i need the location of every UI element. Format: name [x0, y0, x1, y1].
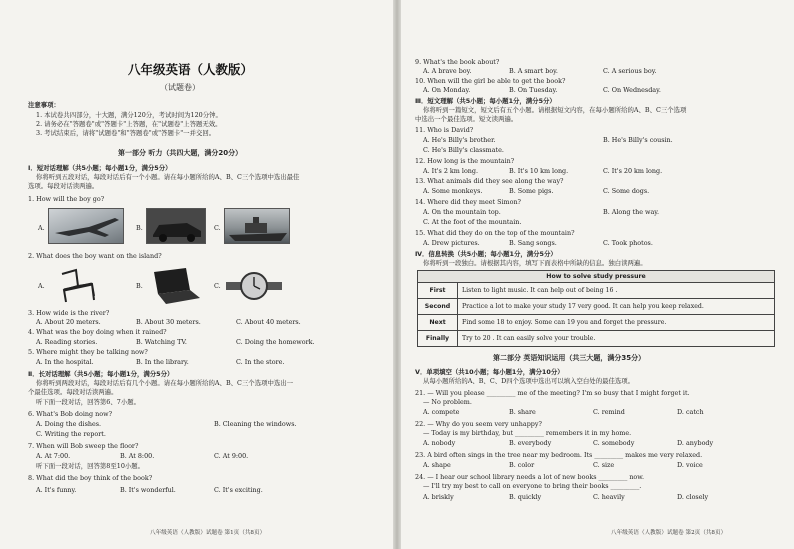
- section-instruction: 从每小题所给的A、B、C、D四个选项中选出可以填入空白处的最佳选项。: [423, 377, 635, 385]
- ship-image: [224, 208, 290, 244]
- option: D. catch: [677, 408, 704, 416]
- notice-line: 3. 考试结束后，请将"试题卷"和"答题卷"或"答题卡"一并交回。: [36, 129, 216, 137]
- question-text: — Today is my birthday, but _________ remembers it in my home.: [423, 429, 632, 437]
- page-footer: 八年级英语（人教版）试题卷 第2页（共8页）: [611, 530, 727, 536]
- table-row: [418, 299, 775, 315]
- option: C. He's Billy's classmate.: [423, 146, 504, 154]
- notice-line: 1. 本试卷共四部分，十大题，满分120分，考试时间为120分钟。: [36, 111, 222, 119]
- exam-page-2: [397, 0, 794, 549]
- exam-title: 八年级英语（人教版）: [128, 62, 254, 77]
- question-text: 8. What did the boy think of the book?: [28, 474, 153, 482]
- option: A. nobody: [423, 439, 456, 447]
- option: B. Watching TV.: [136, 338, 187, 346]
- option: C. heavily: [593, 493, 625, 501]
- page-fold: [393, 0, 401, 549]
- option-label: C.: [214, 282, 221, 290]
- option: A. Drew pictures.: [423, 239, 480, 247]
- table-key: Second: [418, 299, 458, 315]
- question-text: 23. A bird often sings in the tree near my bedroom. Its _________ makes me very relaxed.: [415, 451, 703, 459]
- exam-subtitle: （试题卷）: [160, 83, 200, 92]
- question-text: 14. Where did they meet Simon?: [415, 198, 521, 206]
- section-heading: Ⅴ．单项填空（共10小题；每小题1分，满分10分）: [415, 368, 564, 376]
- option: B. It's 10 km long.: [509, 167, 569, 175]
- part-heading: 第二部分 英语知识运用（共三大题，满分35分）: [493, 354, 646, 362]
- option: D. closely: [677, 493, 709, 501]
- notice-line: 2. 请务必在"答题卷"或"答题卡"上答题，在"试题卷"上答题无效。: [36, 120, 222, 128]
- option: B. A smart boy.: [509, 67, 558, 75]
- section-heading: Ⅲ．短文理解（共5小题；每小题1分，满分5分）: [415, 97, 556, 105]
- option: C. Doing the homework.: [236, 338, 315, 346]
- option: A. He's Billy's brother.: [423, 136, 496, 144]
- question-text: 1. How will the boy go?: [28, 195, 105, 203]
- option: B. Some pigs.: [509, 187, 554, 195]
- question-text: — I'll try my best to call on everyone to bring their books _________.: [423, 482, 642, 490]
- part-heading: 第一部分 听力（共四大题，满分20分）: [118, 149, 243, 157]
- table-key: Finally: [418, 331, 458, 347]
- option: C. Some dogs.: [603, 187, 650, 195]
- option: B. Along the way.: [603, 208, 660, 216]
- question-text: 11. Who is David?: [415, 126, 474, 134]
- airplane-image: [48, 208, 124, 244]
- option-label: C.: [214, 224, 221, 232]
- option: C. size: [593, 461, 615, 469]
- option: B. Cleaning the windows.: [214, 420, 297, 428]
- question-text: 24. — I hear our school library needs a lot of new books _________ now.: [415, 473, 645, 481]
- option: B. share: [509, 408, 536, 416]
- section-heading: Ⅳ．信息转换（共5小题；每小题1分，满分5分）: [415, 250, 557, 258]
- section-instruction: 听下面一段对话，回答第8至10小题。: [36, 462, 145, 470]
- option: A. Doing the dishes.: [36, 420, 102, 428]
- option: A. At 7:00.: [36, 452, 71, 460]
- option-label: B.: [136, 224, 143, 232]
- option: B. color: [509, 461, 535, 469]
- option-label: A.: [38, 282, 45, 290]
- question-text: 2. What does the boy want on the island?: [28, 252, 162, 260]
- option: A. It's 2 km long.: [423, 167, 479, 175]
- question-text: 4. What was the boy doing when it rained?: [28, 328, 167, 336]
- section-instruction: 选项。每段对话读两遍。: [28, 182, 99, 190]
- question-text: 13. What animals did they see along the way?: [415, 177, 564, 185]
- option: C. remind: [593, 408, 625, 416]
- section-instruction: 个最佳选项。每段对话读两遍。: [28, 388, 118, 396]
- option: C. At 9:00.: [214, 452, 249, 460]
- notice-title: 注意事项：: [28, 101, 60, 109]
- table-title: How to solve study pressure: [418, 271, 775, 283]
- table-row: [418, 315, 775, 331]
- table-cell: Find some 18 to enjoy. Some can 19 you and forget the pressure.: [458, 315, 775, 331]
- section-instruction: 你将听到一段独白。请根据其内容，填写下面表格中所缺的信息。独白读两遍。: [423, 259, 647, 267]
- option: C. Took photos.: [603, 239, 653, 247]
- option-label: A.: [38, 224, 45, 232]
- chair-image: [48, 266, 108, 306]
- table-row: [418, 283, 775, 299]
- table-key: First: [418, 283, 458, 299]
- question-text: 12. How long is the mountain?: [415, 157, 515, 165]
- option: B. He's Billy's cousin.: [603, 136, 673, 144]
- table-row: [418, 331, 775, 347]
- question-text: 9. What's the book about?: [415, 58, 500, 66]
- option: B. everybody: [509, 439, 552, 447]
- option: B. At 8:00.: [120, 452, 155, 460]
- option: A. It's funny.: [36, 486, 77, 494]
- option: C. Writing the report.: [36, 430, 106, 438]
- question-text: 5. Where might they be talking now?: [28, 348, 148, 356]
- option: B. In the library.: [136, 358, 189, 366]
- option: B. quickly: [509, 493, 542, 501]
- option: A. In the hospital.: [36, 358, 94, 366]
- option: A. briskly: [423, 493, 454, 501]
- option: D. voice: [677, 461, 703, 469]
- option: C. About 40 meters.: [236, 318, 301, 326]
- table-key: Next: [418, 315, 458, 331]
- option: B. Sang songs.: [509, 239, 557, 247]
- option: A. Reading stories.: [36, 338, 98, 346]
- option: A. About 20 meters.: [36, 318, 101, 326]
- question-text: 7. When will Bob sweep the floor?: [28, 442, 139, 450]
- page-footer: 八年级英语（人教版）试题卷 第1页（共8页）: [150, 530, 266, 536]
- question-text: 10. When will the girl be able to get the book?: [415, 77, 566, 85]
- option: C. At the foot of the mountain.: [423, 218, 522, 226]
- question-text: 22. — Why do you seem very unhappy?: [415, 420, 542, 428]
- table-cell: Listen to light music. It can help out of being 16 .: [458, 283, 775, 299]
- section-instruction: 你将听到一篇短文，短文后有五个小题。请根据短文内容，在每小题所给的A、B、C三个选项: [423, 106, 687, 114]
- option: B. It's wonderful.: [120, 486, 176, 494]
- laptop-image: [146, 266, 202, 306]
- option: B. About 30 meters.: [136, 318, 201, 326]
- option: A. A brave boy.: [423, 67, 472, 75]
- section-heading: Ⅱ．长对话理解（共5小题；每小题1分，满分5分）: [28, 370, 174, 378]
- option: B. On Tuesday.: [509, 86, 558, 94]
- section-instruction: 你将听到两段对话，每段对话后有几个小题。请在每小题所给的A、B、C三个选项中选出一: [36, 379, 294, 387]
- option: C. On Wednesday.: [603, 86, 661, 94]
- option: C. In the store.: [236, 358, 285, 366]
- section-instruction: 你将听到五段对话，每段对话后有一个小题。请在每小题所给的A、B、C三个选项中选出最佳: [36, 173, 300, 181]
- question-text: — No problem.: [423, 398, 472, 406]
- table-cell: Practice a lot to make your study 17 very good. It can help you keep relaxed.: [458, 299, 775, 315]
- option: D. anybody: [677, 439, 714, 447]
- watch-image: [224, 266, 284, 306]
- option: A. On Monday.: [423, 86, 471, 94]
- question-text: 21. — Will you please _________ me of the meeting? I'm so busy that I might forget it.: [415, 389, 690, 397]
- option: C. A serious boy.: [603, 67, 657, 75]
- option: A. On the mountain top.: [423, 208, 501, 216]
- section-instruction: 听下面一段对话，回答第6、7小题。: [36, 398, 140, 406]
- question-text: 15. What did they do on the top of the mountain?: [415, 229, 575, 237]
- option: A. compete: [423, 408, 460, 416]
- question-text: 6. What's Bob doing now?: [28, 410, 113, 418]
- option: A. Some monkeys.: [423, 187, 483, 195]
- option: C. It's 20 km long.: [603, 167, 663, 175]
- car-image: [146, 208, 206, 244]
- section-heading: Ⅰ．短对话理解（共5小题；每小题1分，满分5分）: [28, 164, 172, 172]
- option: A. shape: [423, 461, 451, 469]
- section-instruction: 中选出一个最佳选项。短文读两遍。: [415, 115, 518, 123]
- option: C. It's exciting.: [214, 486, 263, 494]
- question-text: 3. How wide is the river?: [28, 309, 110, 317]
- info-table: [417, 270, 775, 347]
- table-cell: Try to 20 . It can easily solve your trouble.: [458, 331, 775, 347]
- option: C. somebody: [593, 439, 635, 447]
- option-label: B.: [136, 282, 143, 290]
